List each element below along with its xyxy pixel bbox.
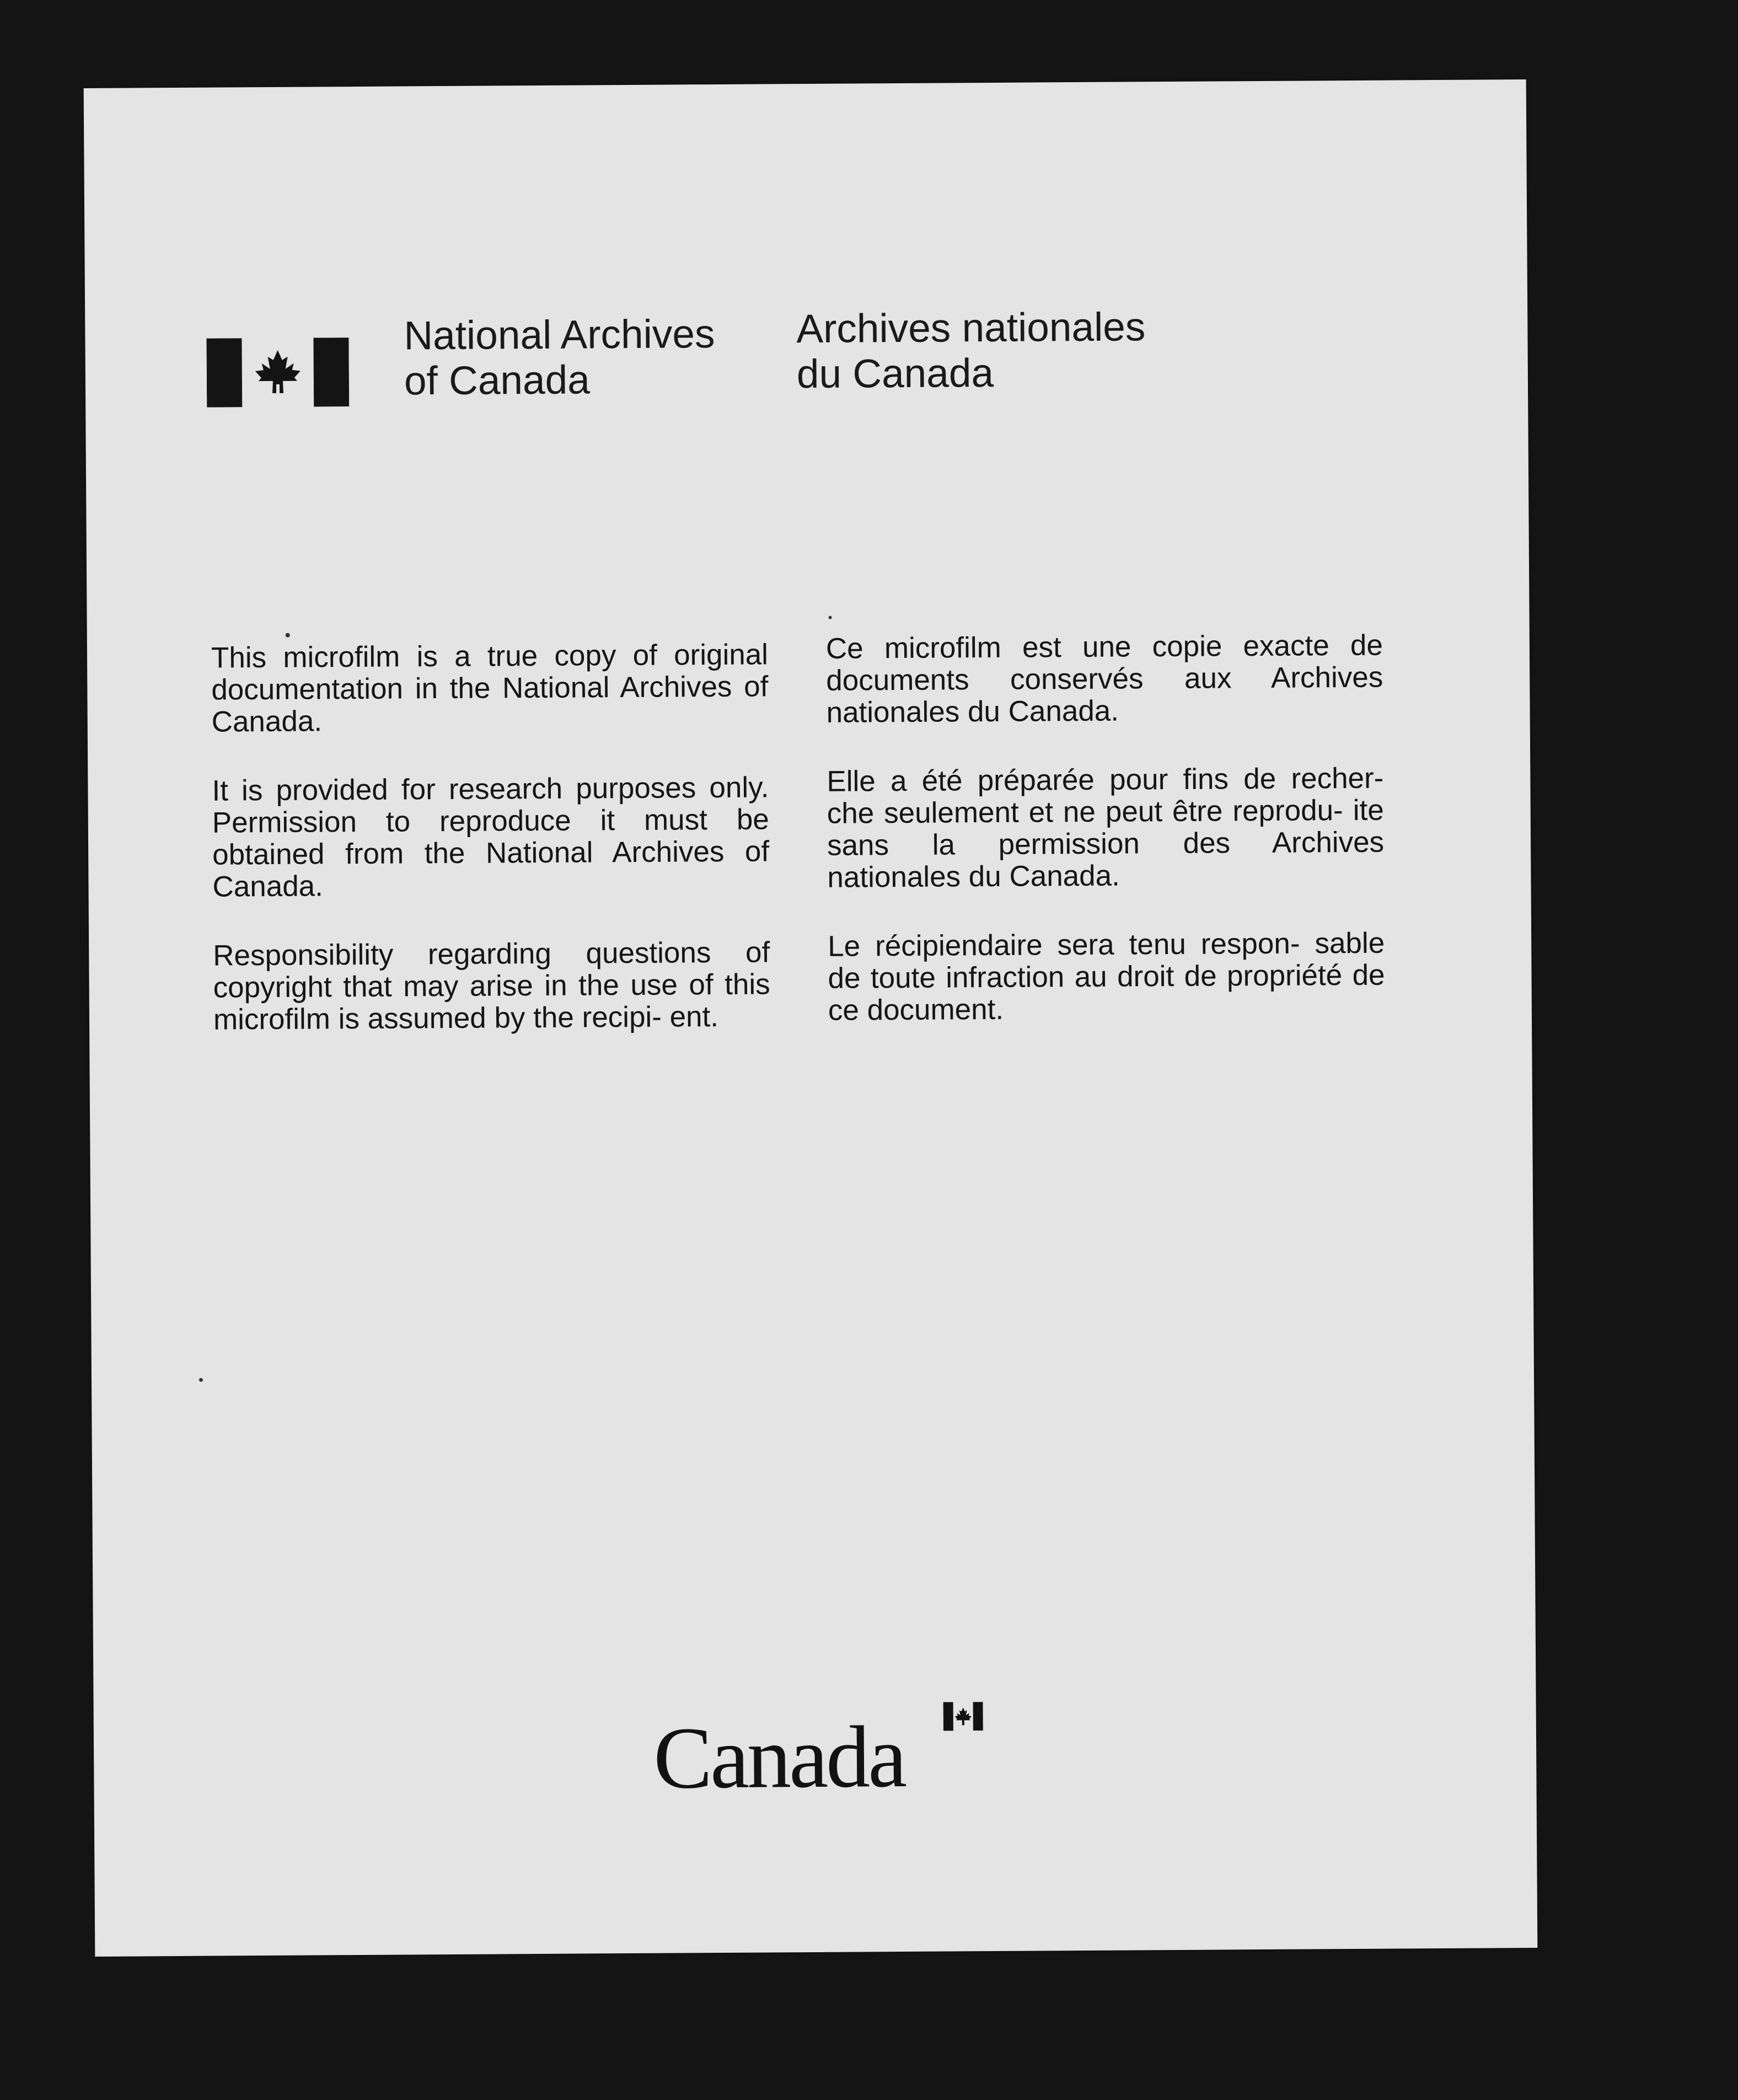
canada-wordmark-flag-icon [943, 1702, 983, 1731]
english-name-line-1: National Archives [404, 312, 715, 358]
english-institution-name [404, 312, 715, 404]
french-name-line-2: du Canada [796, 350, 994, 397]
film-speck [286, 633, 290, 638]
english-paragraph-copyright: Responsibility regarding questions of copyright that may arise in the use of this microfilm is assumed by the recipi- ent. [213, 936, 770, 1036]
french-institution-name [796, 304, 1146, 397]
french-paragraph-copyright: Le récipiendaire sera tenu respon- sable de toute infraction au droit de propriété de ce document. [828, 926, 1385, 1027]
french-name-line-1: Archives nationales [796, 304, 1146, 352]
french-paragraph-copy: Ce microfilm est une copie exacte de documents conservés aux Archives nationales du Canada. [825, 629, 1383, 729]
french-paragraph-research: Elle a été préparée pour fins de recher- che seulement et ne peut être reprodu- ite sans la permission des Archives nationales du Canada. [827, 762, 1385, 894]
notice-sheet [84, 79, 1538, 1957]
french-notice [826, 630, 1386, 1064]
canada-wordmark [653, 1702, 1007, 1807]
film-speck [829, 616, 832, 619]
english-paragraph-research: It is provided for research purposes only. Permission to reproduce it must be obtained from the National Archives of Canada. [212, 771, 770, 903]
english-name-line-2: of Canada [404, 357, 591, 404]
english-notice [211, 639, 771, 1073]
canada-wordmark-text: Canada [653, 1707, 905, 1807]
canada-flag-icon [206, 338, 349, 408]
film-speck [199, 1378, 203, 1382]
english-paragraph-copy: This microfilm is a true copy of original documentation in the National Archives of Canada. [211, 638, 769, 738]
